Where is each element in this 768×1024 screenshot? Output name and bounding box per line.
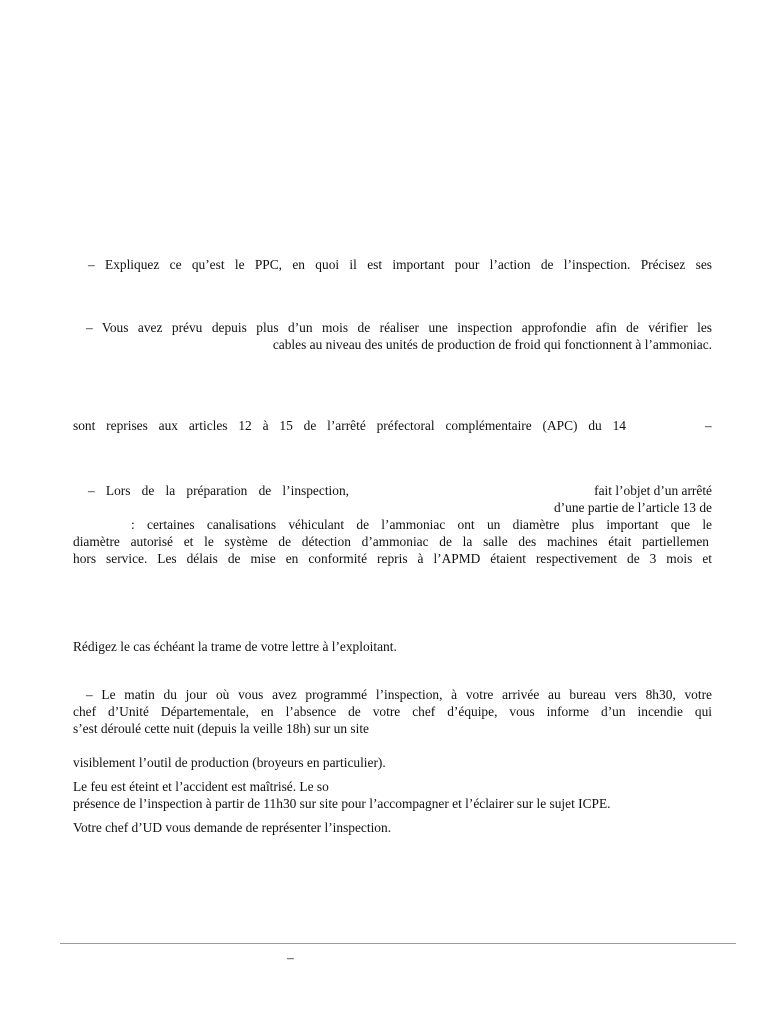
paragraph-2-line-2: cables au niveau des unités de production de froid qui fonctionnent à l’ammoniac.: [272, 337, 712, 352]
paragraph-4-line-2: d’une partie de l’article 13 de: [553, 500, 712, 515]
paragraph-3-line-1: sont reprises aux articles 12 à 15 de l’arrêté préfectoral complémentaire (APC) du 14: [73, 418, 626, 433]
paragraph-4-line-3: : certaines canalisations véhiculant de l’ammoniac ont un diamètre plus important que le: [131, 517, 712, 532]
paragraph-7-line-2: présence de l’inspection à partir de 11h30 sur site pour l’accompagner et l’éclairer sur le sujet ICPE.: [73, 796, 611, 811]
paragraph-4-line-1b: fait l’objet d’un arrêté: [594, 483, 712, 498]
paragraph-7-line-1: Le feu est éteint et l’accident est maîtrisé. Le so: [73, 779, 329, 794]
paragraph-5-line-1: Rédigez le cas échéant la trame de votre lettre à l’exploitant.: [73, 639, 397, 654]
paragraph-6-line-4: visiblement l’outil de production (broyeurs en particulier).: [73, 755, 386, 770]
paragraph-6-line-2: chef d’Unité Départementale, en l’absence de votre chef d’équipe, vous informe d’un incendie qui: [73, 704, 712, 719]
paragraph-6-line-3: s’est déroulé cette nuit (depuis la veille 18h) sur un site: [73, 721, 369, 736]
paragraph-4-line-4: diamètre autorisé et le système de détection d’ammoniac de la salle des machines était partiellemen: [73, 534, 709, 549]
paragraph-8-line-1: Votre chef d’UD vous demande de représenter l’inspection.: [73, 820, 392, 835]
paragraph-3-dash: –: [705, 418, 712, 433]
paragraph-4-line-5: hors service. Les délais de mise en conformité repris à l’APMD étaient respectivement de 3 mois et: [73, 551, 712, 566]
paragraph-1-line-1: – Expliquez ce qu’est le PPC, en quoi il est important pour l’action de l’inspection. Précisez ses: [88, 257, 712, 272]
paragraph-6-line-1: – Le matin du jour où vous avez programmé l’inspection, à votre arrivée au bureau vers 8h30, votre: [86, 687, 712, 702]
footer-dash: –: [287, 950, 294, 965]
paragraph-4-line-1a: – Lors de la préparation de l’inspection,: [88, 483, 349, 498]
footer-divider: [60, 943, 736, 944]
paragraph-2-line-1: – Vous avez prévu depuis plus d’un mois de réaliser une inspection approfondie afin de vérifier les: [86, 320, 712, 335]
